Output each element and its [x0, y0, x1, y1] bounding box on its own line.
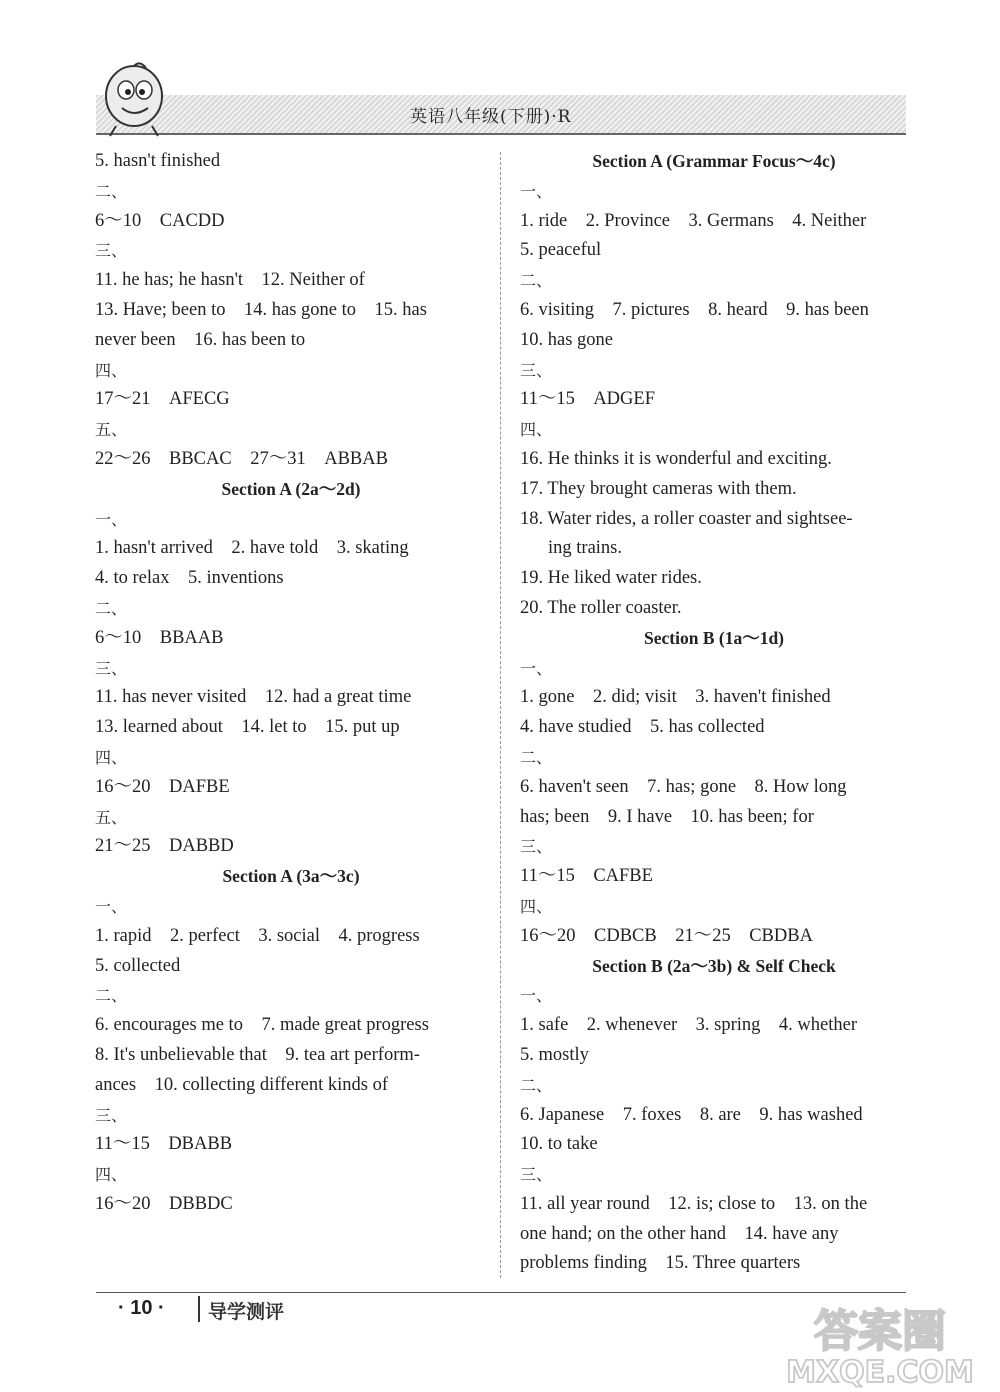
section-heading: Section A (Grammar Focus～4c) [592, 151, 836, 171]
answer-line: 四、 [95, 1165, 128, 1185]
answer-line: 三、 [95, 1105, 128, 1125]
answer-line: 四、 [520, 420, 553, 440]
mascot-logo [96, 60, 168, 138]
answer-line: 13. Have; been to 14. has gone to 15. has [95, 299, 427, 320]
footer-rule [96, 1292, 906, 1293]
section-heading: Section A (2a～2d) [221, 478, 361, 499]
answer-line: never been 16. has been to [95, 329, 306, 350]
answer-line: 一、 [520, 986, 553, 1006]
watermark-top: 答案圈 [814, 1306, 946, 1357]
section-heading: Section A (3a～3c) [222, 866, 360, 887]
answer-line: 6. encourages me to 7. made great progress [95, 1015, 429, 1036]
answer-line: problems finding 15. Three quarters [520, 1253, 801, 1274]
answer-line: 20. The roller coaster. [520, 597, 682, 618]
answer-line: 6. Japanese 7. foxes 8. are 9. has washed [520, 1104, 863, 1125]
answer-line: 4. to relax 5. inventions [95, 568, 284, 589]
answer-line: 16～20 DAFBE [95, 776, 230, 797]
book-title: 导学测评 [208, 1301, 285, 1323]
answer-line: 一、 [520, 658, 553, 678]
footer-separator [198, 1296, 200, 1322]
answer-line: 三、 [95, 241, 128, 261]
answer-line: has; been 9. I have 10. has been; for [520, 806, 814, 827]
answer-line: 11～15 DBABB [95, 1134, 233, 1155]
answer-line: 11. all year round 12. is; close to 13. on the [520, 1193, 868, 1214]
answer-line: 二、 [520, 271, 553, 291]
answer-line: 四、 [520, 896, 553, 916]
answer-line: 6～10 CACDD [95, 210, 225, 231]
answer-line: 5. collected [95, 955, 181, 976]
answer-line: 1. gone 2. did; visit 3. haven't finished [520, 687, 831, 708]
watermark-logo [760, 1300, 990, 1388]
answer-line: 6～10 BBAAB [95, 627, 224, 648]
answer-line: 5. peaceful [520, 240, 602, 261]
answer-line: 13. learned about 14. let to 15. put up [95, 717, 400, 738]
answer-line: 二、 [95, 598, 128, 618]
answer-line: 一、 [520, 181, 553, 201]
answer-line: 三、 [95, 658, 128, 678]
answer-line: 三、 [520, 1165, 553, 1185]
answer-line: 6. haven't seen 7. has; gone 8. How long [520, 776, 847, 797]
answer-line: 三、 [520, 360, 553, 380]
right-answer-column [520, 147, 908, 1279]
answer-line: 5. hasn't finished [95, 151, 221, 171]
section-heading: Section B (1a～1d) [644, 627, 784, 648]
answer-line: ances 10. collecting different kinds of [95, 1074, 389, 1095]
answer-line: 五、 [95, 420, 128, 440]
answer-line: 1. hasn't arrived 2. have told 3. skating [95, 538, 409, 559]
answer-line: 11. has never visited 12. had a great time [95, 687, 412, 708]
watermark-bottom: MXQE.COM [786, 1355, 974, 1388]
answer-line: 10. to take [520, 1134, 598, 1155]
answer-line: 11. he has; he hasn't 12. Neither of [95, 270, 365, 291]
section-heading: Section B (2a～3b) & Self Check [592, 955, 836, 976]
answer-line: 一、 [95, 896, 128, 916]
answer-line: 22～26 BBCAC 27～31 ABBAB [95, 448, 388, 469]
left-answer-column [95, 147, 487, 1220]
answer-line: 二、 [520, 747, 553, 767]
answer-line: ing trains. [548, 538, 622, 559]
answer-line: 6. visiting 7. pictures 8. heard 9. has been [520, 299, 869, 320]
answer-line: 二、 [520, 1075, 553, 1095]
answer-line: 1. rapid 2. perfect 3. social 4. progress [95, 925, 420, 946]
answer-line: 19. He liked water rides. [520, 568, 702, 589]
answer-line: 11～15 CAFBE [520, 866, 653, 887]
answer-line: 1. safe 2. whenever 3. spring 4. whether [520, 1015, 858, 1036]
answer-line: 四、 [95, 747, 128, 767]
answer-line: 21～25 DABBD [95, 836, 234, 857]
answer-line: 16. He thinks it is wonderful and exciting. [520, 448, 832, 469]
answer-line: 二、 [95, 986, 128, 1006]
answer-line: 8. It's unbelievable that 9. tea art perform- [95, 1044, 420, 1065]
page-number: · 10 · [118, 1297, 165, 1319]
answer-line: 三、 [520, 837, 553, 857]
answer-line: 18. Water rides, a roller coaster and sightsee- [520, 508, 853, 529]
answer-line: 5. mostly [520, 1044, 589, 1065]
header-title: 英语八年级(下册)·R [410, 107, 572, 127]
answer-line: 四、 [95, 360, 128, 380]
answer-line: one hand; on the other hand 14. have any [520, 1223, 839, 1244]
answer-line: 一、 [95, 509, 128, 529]
answer-line: 11～15 ADGEF [520, 389, 655, 410]
answer-line: 4. have studied 5. has collected [520, 717, 765, 738]
answer-line: 10. has gone [520, 329, 613, 350]
column-divider [500, 152, 501, 1278]
answer-line: 16～20 DBBDC [95, 1193, 233, 1214]
answer-line: 16～20 CDBCB 21～25 CBDBA [520, 925, 813, 946]
answer-line: 17～21 AFECG [95, 389, 230, 410]
answer-line: 二、 [95, 181, 128, 201]
answer-line: 五、 [95, 807, 128, 827]
answer-line: 17. They brought cameras with them. [520, 478, 797, 499]
answer-line: 1. ride 2. Province 3. Germans 4. Neither [520, 210, 867, 231]
